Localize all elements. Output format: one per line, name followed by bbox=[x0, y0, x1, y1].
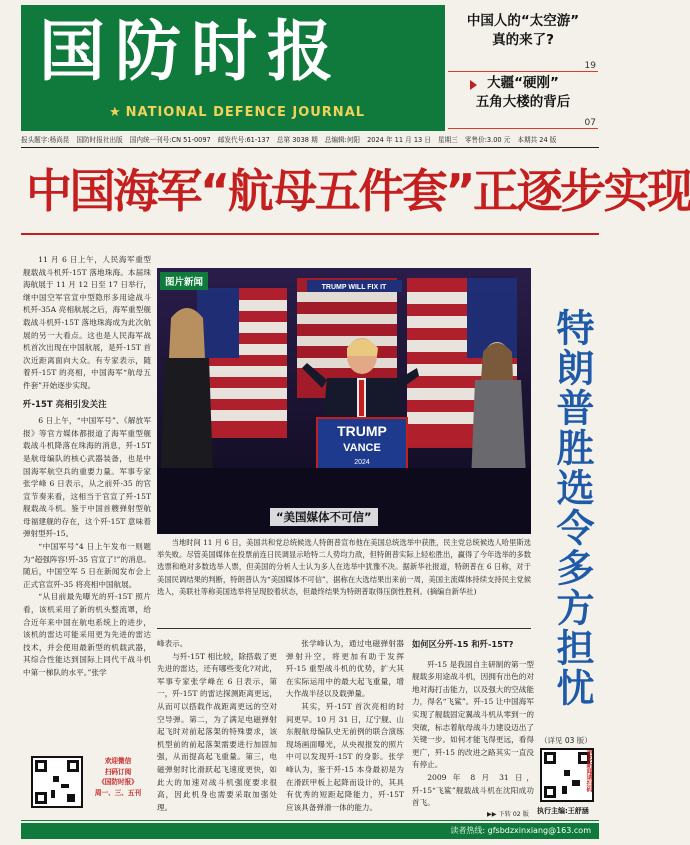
vertical-headline[interactable]: 特朗普胜选令多方担忧 bbox=[550, 308, 594, 708]
star-icon: ★ bbox=[109, 105, 122, 120]
promo-box-2[interactable] bbox=[448, 74, 598, 130]
article-subhead: 如何区分歼-15 和歼-15T? bbox=[412, 639, 514, 649]
article-column-4 bbox=[412, 638, 534, 810]
wechat-line: 扫码订阅 bbox=[104, 767, 132, 776]
article-column-2 bbox=[157, 638, 277, 814]
continue-link[interactable]: ▶▶ 下转 02 版 bbox=[487, 811, 529, 818]
issue-info-bar bbox=[21, 134, 599, 146]
info-chief-editor: 总编辑:何阳 bbox=[324, 136, 360, 144]
promo-divider bbox=[448, 71, 598, 72]
qr-corner bbox=[544, 752, 556, 764]
photo-news-tag: 图片新闻 bbox=[160, 272, 208, 290]
article-column-3 bbox=[286, 638, 404, 814]
wechat-line: 欢迎微信 bbox=[104, 757, 132, 765]
podium-year: 2024 bbox=[354, 459, 370, 466]
promo-title-line2: 真的来了? bbox=[492, 32, 554, 48]
wechat-qr-code[interactable] bbox=[31, 756, 83, 808]
banner-text: TRUMP WILL FIX IT bbox=[321, 284, 387, 291]
info-page-count: 本期共 24 版 bbox=[517, 136, 557, 144]
photo-quote: “美国媒体不可信” bbox=[270, 508, 378, 526]
qr-module bbox=[562, 786, 567, 794]
qr-module bbox=[572, 780, 580, 786]
info-issue-total: 总第 3038 期 bbox=[276, 136, 318, 144]
wechat-line: 周一、三、五刊 bbox=[94, 788, 142, 797]
divider bbox=[21, 147, 599, 148]
wechat-line: 《国防时报》 bbox=[98, 778, 138, 786]
article-paragraph: 歼-15 是我国自主研制的第一型舰载多用途战斗机，因拥有出色的对地对海打击能力，以及强大的空战能力，得名“飞鲨”。歼-15 让中国海军实现了舰载固定翼战斗机从零到一的突破，标志着航母战斗力建设迈出了关键一步。如何才能飞得更远，看得更广，歼-15 的改进之路其实一直没有停止。 bbox=[412, 659, 534, 770]
article-paragraph: 与歼-15T 相比较，除搭载了更先进的雷达，还有哪些变化?对此，军事专家张学峰在 6 日表示，第一，歼-15T 的雷达探测距离更远，从而可以搭载作战距离更远的空对空导弹。第二，为了满足电磁弹射起飞时对前起落架的特殊要求，该机型前的前起落架需要进行加固加强，从而提高起飞重量。第三，电磁弹射时比滑跃起飞速度更快，如此大的加速对战斗机强度要求很高，因此机身也需要采取加强处理。 bbox=[157, 651, 277, 812]
news-photo[interactable] bbox=[157, 268, 531, 534]
info-publisher: 国防时报社出版 bbox=[76, 136, 123, 144]
executive-editor: 执行主编:王舒涵 bbox=[537, 807, 589, 815]
promo-box-1[interactable] bbox=[448, 12, 598, 72]
photo-caption: 当地时间 11 月 6 日，美国共和党总统候选人特朗普宣布他在美国总统选举中获胜，民主党总统候选人哈里斯选举失败。尽管美国媒体在投票前连日民调显示哈特二人势均力敌，但特朗普实际上轻松胜出，赢得了今年选举的多数选票和绝对多数选举人票，但美国的分析人士认为多人在选举中犹豫不决。据新华社报道，特朗普在 6 日称，对于美国民调结果的判断，特朗普认为“美国媒体不可信”，据称在大选结果出来前一周，美国主流媒体持续支持民主党候选人，美联社等称美国选举将呈现胶着状态，但最终结果为特朗普取得压倒性胜利。(摘编自新华社) bbox=[157, 538, 531, 596]
qr-module bbox=[53, 776, 59, 782]
article-paragraph: 6 日上午，“中国军号”、《解放军报》等官方媒体都报道了海军重型舰载战斗机降落在珠海的消息，歼-15T 是航母编队的核心武器装备，也是中国海军航空兵的重要力量。军事专家张学峰 6 日表示，从之前歼-35 的官宣节奏来看，这相当于官宣了歼-15T 舰载战斗机。鉴于中国首艘弹射型航母福建舰的存在，这个歼-15T 意味着弹射型歼-15。 bbox=[23, 416, 151, 539]
promo-title-line1: 大疆“硬刚” bbox=[487, 75, 559, 91]
masthead-title: 国防时报 bbox=[39, 12, 343, 90]
qr-corner bbox=[67, 760, 79, 772]
qr-corner bbox=[544, 786, 556, 798]
promo-page-number: 07 bbox=[584, 118, 596, 128]
qr-module bbox=[51, 790, 55, 798]
qr-module bbox=[564, 770, 570, 776]
footer-bar bbox=[21, 823, 599, 839]
promo-title-line2: 五角大楼的背后 bbox=[475, 94, 571, 110]
info-date: 2024 年 11 月 13 日 bbox=[367, 136, 431, 144]
reader-hotline[interactable]: 读者热线: gfsbdzxinxiang@163.com bbox=[450, 826, 591, 835]
article-paragraph: 张学峰认为，通过电磁弹射器弹射升空，将更加有助于发挥歼-15 重型战斗机的优势，扩大其在实际运用中的最大起飞重量，增大作战半径以及载弹量。 bbox=[286, 639, 404, 699]
qr-side-text: 更多新闻请扫码 bbox=[585, 750, 592, 792]
see-page-note: （详见 03 版） bbox=[540, 736, 592, 745]
info-postal-code: 邮发代号:61-137 bbox=[217, 136, 270, 144]
qr-module bbox=[61, 784, 69, 788]
promo-page-number: 19 bbox=[584, 61, 596, 71]
masthead-subtitle: ★ NATIONAL DEFENCE JOURNAL bbox=[109, 105, 366, 120]
wechat-subscribe bbox=[85, 756, 151, 808]
promo-divider bbox=[448, 128, 598, 129]
masthead bbox=[21, 5, 445, 131]
rally-stage-image bbox=[157, 268, 531, 534]
article-paragraph: 峰表示。 bbox=[157, 639, 188, 648]
article-subhead: 歼-15T 亮相引发关注 bbox=[23, 399, 107, 410]
qr-corner bbox=[35, 760, 47, 772]
podium-line1: TRUMP bbox=[337, 423, 387, 439]
info-weekday: 星期三 bbox=[438, 136, 458, 144]
article-column-1 bbox=[23, 254, 151, 680]
podium-line2: VANCE bbox=[343, 442, 381, 454]
qr-module bbox=[67, 794, 75, 802]
qr-corner bbox=[35, 792, 47, 804]
article-paragraph: 11 月 6 日上午，人民海军重型舰载战斗机歼-15T 落地珠海。本届珠海航展于 11 月 12 日至 17 日举行，继中国空军官宣中型隐形多用途战斗机歼-35A 亮相航展之后，海军重型舰载战斗机歼-15T 落地珠海成为此次航展的另一大看点。这也是人民海军战机首次出现在中国航展，是歼-15T 首次近距离面向大众。有专家表示，随着歼-15T 的亮相，中国海军“航母五件套”开始逐步实现。 bbox=[23, 255, 151, 390]
headline-rule bbox=[21, 233, 599, 235]
caption-rule bbox=[157, 628, 531, 629]
triangle-icon bbox=[470, 80, 477, 90]
promo-title-line1: 中国人的“太空游” bbox=[466, 13, 580, 29]
main-headline[interactable]: 中国海军“航母五件套”正逐步实现 bbox=[26, 164, 690, 218]
article-paragraph: 其实，歼-15T 首次亮相的时间更早。10 月 31 日，辽宁舰、山东舰航母编队史无前例的联合演练现场画面曝光，从央视报发的照片中可以发现歼-15T 的身影。张学峰认为，鉴于歼-15 本身最初是为在滑跃甲板上起降而设计的，其具有优秀的短距起降能力，歼-15T 应该具备弹滑一体的能力。 bbox=[286, 701, 404, 812]
divider bbox=[21, 820, 599, 821]
article-paragraph: “中国军号”4 日上午发布一则题为“超强阵容!歼-35 官宣了!”的消息。随后，中国空军 5 日在新闻发布会上正式官宣歼-35 将亮相中国航展。 bbox=[23, 542, 151, 589]
info-cn-number: 国内统一刊号:CN 51-0097 bbox=[129, 136, 211, 144]
article-paragraph: “从目前最先曝光的歼-15T 照片看，该机采用了新的机头整流罩，给合近年来中国在航电系统上的进步，该机的雷达可能采用更为先进的雷达技术，并会使用最新型的机载武器，其综合性能达到国际上同代干战斗机中第一梯队的水平。”张学 bbox=[23, 592, 151, 677]
article-paragraph: 2009 年 8 月 31 日，歼-15“飞鲨”舰载战斗机在沈阳成功首飞。 bbox=[412, 772, 534, 808]
info-calligraphy: 报头题字:杨尚昆 bbox=[21, 136, 70, 144]
info-price: 零售价:3.00 元 bbox=[464, 136, 511, 144]
